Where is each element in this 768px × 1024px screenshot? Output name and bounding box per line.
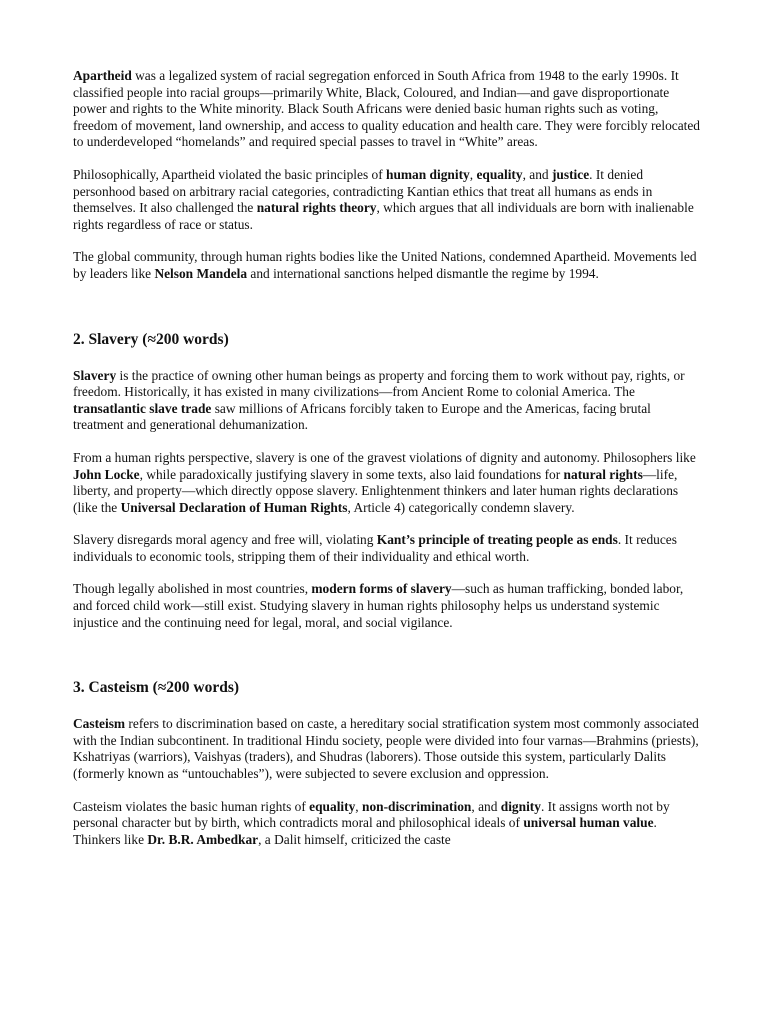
heading-slavery: 2. Slavery (≈200 words) bbox=[73, 330, 229, 348]
document-body bbox=[73, 68, 701, 864]
paragraph-slavery-definition: Slavery is the practice of owning other human beings as property and forcing them to work without pay, rights, or freedom. Historically, it has existed in many civilizations—from Ancient Rome to colonial America. The transatlantic slave trade saw millions of Africans forcibly taken to Europe and the Americas, facing brutal treatment and generational dehumanization. bbox=[73, 367, 685, 433]
heading-casteism: 3. Casteism (≈200 words) bbox=[73, 679, 240, 697]
paragraph-slavery-modern: Though legally abolished in most countries, modern forms of slavery—such as human trafficking, bonded labor, and forced child work—still exist. Studying slavery in human rights philosophy helps us understand systemic injustice and the continuing need for legal, moral, and social vigilance. bbox=[73, 581, 684, 630]
paragraph-slavery-kant: Slavery disregards moral agency and free will, violating Kant’s principle of treating people as ends. It reduces individuals to economic tools, stripping them of their individuality and ethical worth. bbox=[73, 532, 677, 564]
paragraph-casteism-definition: Casteism refers to discrimination based on caste, a hereditary social stratification system most commonly associated with the Indian subcontinent. In traditional Hindu society, people were divided into four varnas—Brahmins (priests), Kshatriyas (warriors), Vaishyas (traders), and Shudras (laborers). Those outside this system, particularly Dalits (formerly known as “untouchables”), were subjected to severe exclusion and oppression. bbox=[73, 716, 699, 782]
paragraph-apartheid-definition: Apartheid was a legalized system of racial segregation enforced in South Africa from 1948 to the early 1990s. It classified people into racial groups—primarily White, Black, Coloured, and Indian—and gave disproportionate power and rights to the White minority. Black South Africans were denied basic human rights such as voting, freedom of movement, land ownership, and access to quality education and health care. They were forcibly relocated to underdeveloped “homelands” and required special passes to travel in “White” areas. bbox=[73, 68, 701, 150]
paragraph-apartheid-global: The global community, through human rights bodies like the United Nations, condemned Apartheid. Movements led by leaders like Nelson Mandela and international sanctions helped dismantle the regime by 1994. bbox=[73, 249, 697, 281]
paragraph-slavery-human-rights: From a human rights perspective, slavery is one of the gravest violations of dignity and autonomy. Philosophers like John Locke, while paradoxically justifying slavery in some texts, also laid foundations for natural rights—life, liberty, and property—which directly oppose slavery. Enlightenment thinkers and later human rights declarations (like the Universal Declaration of Human Rights, Article 4) categorically condemn slavery. bbox=[73, 449, 696, 515]
paragraph-casteism-rights: Casteism violates the basic human rights of equality, non-discrimination, and dignity. It assigns worth not by personal character but by birth, which contradicts moral and philosophical ideals of universal human value. Thinkers like Dr. B.R. Ambedkar, a Dalit himself, criticized the caste bbox=[73, 798, 670, 847]
paragraph-apartheid-philosophy: Philosophically, Apartheid violated the basic principles of human dignity, equality, and justice. It denied personhood based on arbitrary racial categories, contradicting Kantian ethics that treat all humans as ends in themselves. It also challenged the natural rights theory, which argues that all individuals are born with inalienable rights regardless of race or status. bbox=[73, 166, 694, 232]
